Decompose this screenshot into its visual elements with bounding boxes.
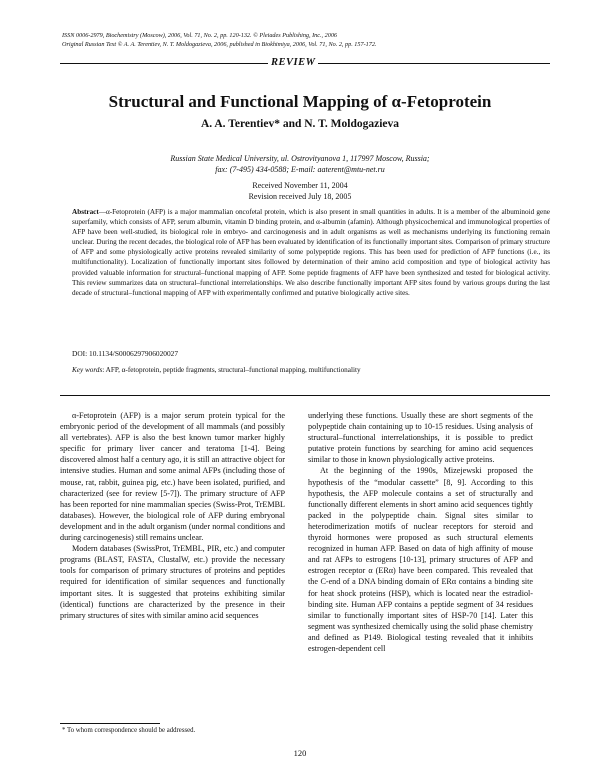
body-paragraph: α-Fetoprotein (AFP) is a major serum protein typical for the embryonic period of the development of all mammals (and possibly all vertebrates). AFP is also the best known tumor marker highly specific for primary liver cancer and teratoma [1-4]. Being discovered almost half a century ago, it is still an attractive object for intensive studies. Human and some animal AFPs (including those of mouse, rat, rabbit, guinea pig, etc.) have been isolated, purified, and characterized (see for review [5-7]). The primary structure of AFP has been reported for nine mammalian species (Swiss-Prot, TrEMBL databases). However, the biological role of AFP during embryonal development and in the adult organism (under normal conditions and during carcinogenesis) still remains unclear. (60, 411, 285, 543)
page-number: 120 (293, 748, 307, 758)
journal-header-line-1: ISSN 0006-2979, Biochemistry (Moscow), 2006, Vol. 71, No. 2, pp. 120-132. © Pleiades Publishing, Inc., 2006 (62, 32, 338, 39)
doi[interactable]: DOI: 10.1134/S0006297906020027 (72, 349, 179, 358)
received-date: Received November 11, 2004 (252, 181, 348, 190)
journal-header-line-2: Original Russian Text © A. A. Terentiev, N. T. Moldogazieva, 2006, published in Biokhimiya, 2006, Vol. 71, No. 2, pp. 157-172. (62, 41, 377, 48)
keywords-label: Key words (72, 366, 103, 374)
abstract-text: —α-Fetoprotein (AFP) is a major mammalian oncofetal protein, which is also present in small quantities in adults. It is a member of the albuminoid gene superfamily, which consists of AFP, serum albumin, vitamin D binding protein, and α-albumin (afamin). Although physicochemical and immunological properties of AFP have been well-studied, its biological role in embryo- and carcinogenesis and in adult organisms as well as mechanisms underlying its functioning remain unclear. During the recent decades, the biological role of AFP has been evaluated by identification of its functionally important sites. Comparison of primary structure of AFP and some physiologically active proteins revealed similarity of some polypeptide regions. This has been used for prediction of AFP functions (i.e., its multifunctionality). Localization of functionally important sites followed by determination of their amino acid composition and type of biological activity has provided valuable information for structural–functional mapping of AFP. Some peptide fragments of AFP have been synthesized and tested for biological activity. This review summarizes data on structural–functional interrelationships. We also describe functionally important AFP sites found by various groups during the last decade of structural–functional mapping of AFP with experimentally confirmed and putative biologically active sites. (72, 208, 550, 297)
body-paragraph: underlying these functions. Usually these are short segments of the polypeptide chain containing up to 10-15 residues. Using analysis of structural–functional interrelationships, it is possible to predict putative protein functions by searching for amino acid sequences similar to those in known physiologically active proteins. (308, 411, 533, 465)
keywords (72, 366, 550, 374)
keywords-text: : AFP, α-fetoprotein, peptide fragments, structural–functional mapping, multifunctionality (102, 366, 361, 374)
section-label: REVIEW (268, 57, 318, 68)
body-right-column (308, 410, 533, 654)
affiliation-line-1: Russian State Medical University, ul. Ostrovityanova 1, 117997 Moscow, Russia; (170, 154, 430, 163)
abstract (72, 207, 550, 298)
body-left-column (60, 410, 285, 621)
body-paragraph: Modern databases (SwissProt, TrEMBL, PIR, etc.) and computer programs (BLAST, FASTA, ClustalW, etc.) provide the necessary tools for comparison of primary structures of proteins and peptides required for identification of similar sequences and functionally important sites. It is suggested that proteins exhibiting similar (identical) functions are characterized by the presence in their primary structures of sites with similar amino acid sequences (60, 544, 285, 620)
revised-date: Revision received July 18, 2005 (248, 192, 352, 201)
affiliation-line-2: fax: (7-495) 434-0588; E-mail: aaterent@mtu-net.ru (215, 165, 385, 174)
footnote-rule (60, 723, 160, 724)
abstract-rule (60, 395, 550, 396)
article-authors: A. A. Terentiev* and N. T. Moldogazieva (200, 118, 400, 130)
abstract-label: Abstract (72, 208, 99, 216)
article-title: Structural and Functional Mapping of α-Fetoprotein (108, 92, 492, 111)
body-paragraph: At the beginning of the 1990s, Mizejewski proposed the hypothesis of the “modular cassette” [8, 9]. According to this hypothesis, the AFP molecule contains a set of structurally and functionally different elements in short amino acid sequences tightly packed in the polypeptide chain. Signal sites similar to heterodimerization motifs of nuclear receptors for steroid and thyroid hormones were proposed as such structural elements recognized in human AFP. Based on data of high affinity of mouse and rat AFPs to estrogens [10-13], primary structures of AFP and estrogen receptor α (ERα) have been compared. This revealed that the C-end of a DNA binding domain of ERα contains a binding site for heat shock proteins (HSP), which is located near the estradiol-binding site. Human AFP contains a peptide segment of 34 residues similar to functionally important sites of HSP-70 [14]. Later this segment was synthesized chemically using the solid phase chemistry and defined as P149. Biological testing revealed that it inhibits estrogen-dependent cell (308, 466, 533, 653)
footnote: * To whom correspondence should be addressed. (62, 727, 196, 734)
